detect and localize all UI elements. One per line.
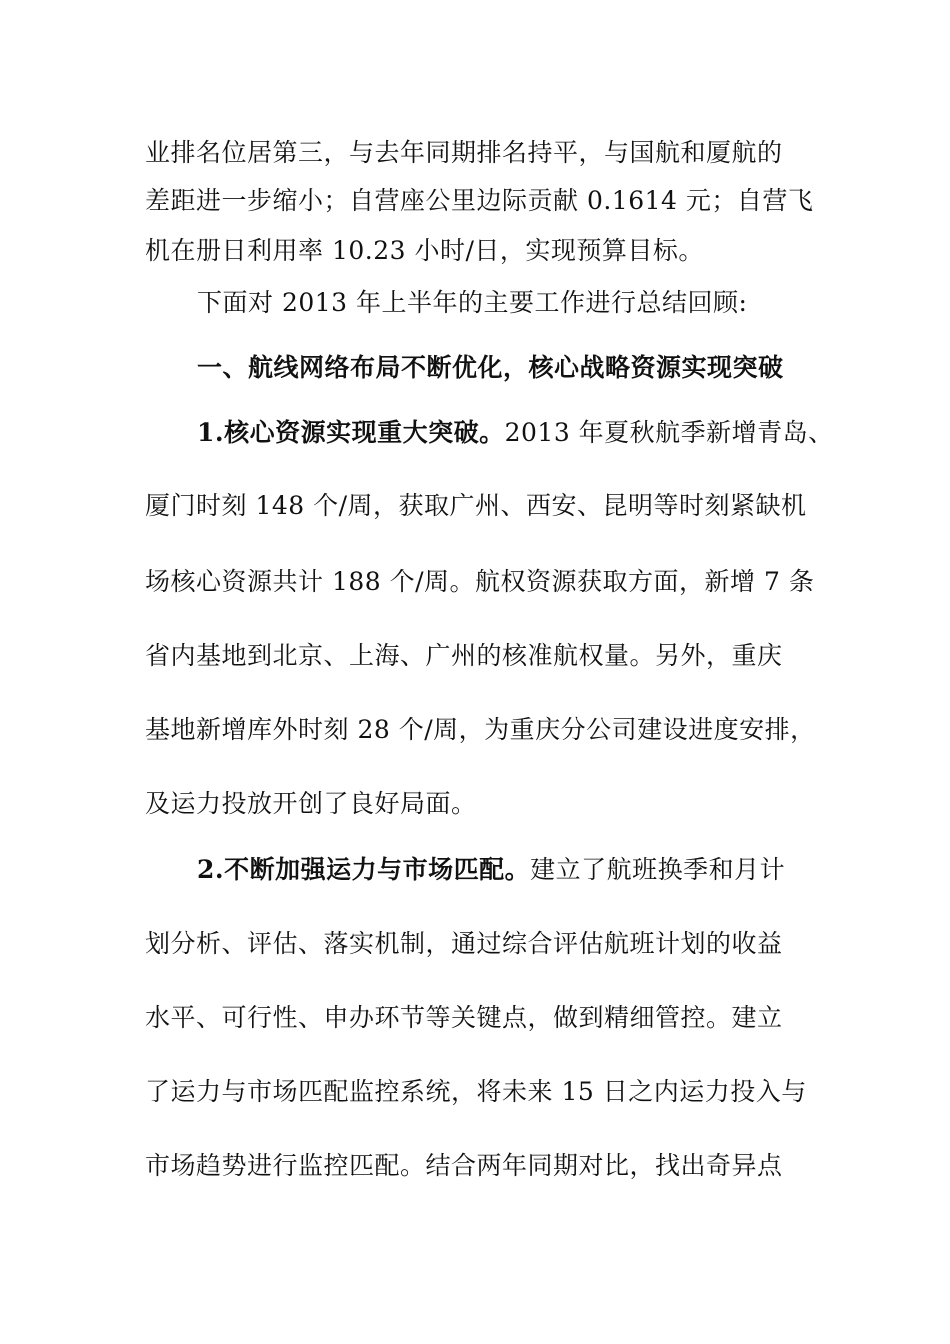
paragraph-text: 建立了航班换季和月计 [530,855,786,884]
text-line: 及运力投放开创了良好局面。 [145,789,477,818]
section-heading: 一、航线网络布局不断优化，核心战略资源实现突破 [197,353,784,382]
paragraph-line [197,420,834,445]
text-line: 市场趋势进行监控匹配。结合两年同期对比，找出奇异点 [145,1151,783,1180]
text-line: 省内基地到北京、上海、广州的核准航权量。另外，重庆 [145,641,783,670]
text-line: 划分析、评估、落实机制，通过综合评估航班计划的收益 [145,929,783,958]
paragraph-lead: 1.核心资源实现重大突破。 [197,418,505,447]
text-line: 水平、可行性、申办环节等关键点，做到精细管控。建立 [145,1003,783,1032]
text-line: 下面对 2013 年上半年的主要工作进行总结回顾: [197,288,748,317]
text-line: 业排名位居第三，与去年同期排名持平，与国航和厦航的 [145,138,783,167]
text-line: 机在册日利用率 10.23 小时/日，实现预算目标。 [145,236,704,265]
text-line: 基地新增库外时刻 28 个/周，为重庆分公司建设进度安排， [145,715,816,744]
text-line: 厦门时刻 148 个/周，获取广州、西安、昆明等时刻紧缺机 [145,491,807,520]
text-line: 差距进一步缩小；自营座公里边际贡献 0.1614 元；自营飞 [145,186,814,215]
paragraph-lead: 2.不断加强运力与市场匹配。 [197,855,531,884]
text-line: 场核心资源共计 188 个/周。航权资源获取方面，新增 7 条 [145,567,815,596]
paragraph-line [197,857,785,882]
text-line: 了运力与市场匹配监控系统，将未来 15 日之内运力投入与 [145,1077,807,1106]
paragraph-text: 2013 年夏秋航季新增青岛、 [504,418,834,447]
